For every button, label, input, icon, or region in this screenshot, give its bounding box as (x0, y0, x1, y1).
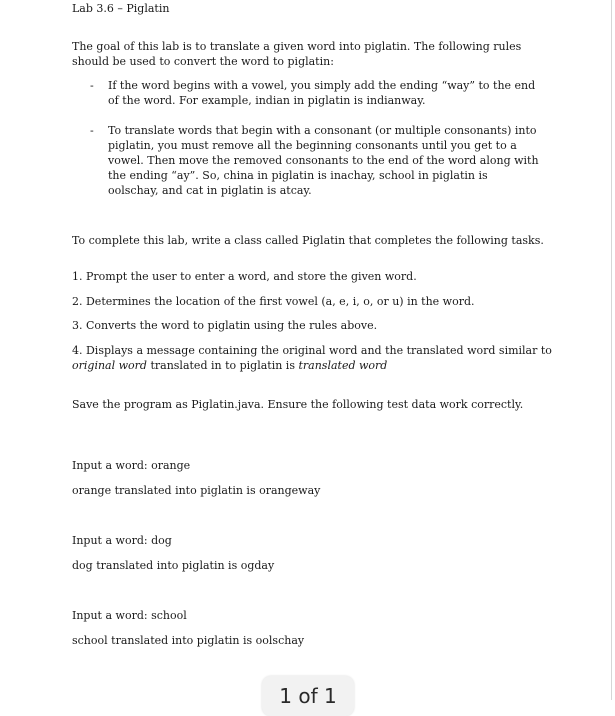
rule-consonant-text: To translate words that begin with a consonant (or multiple consonants) into piglatin, you must remove all the beginning consonants until you get to a vowel. Then move the removed consonants to the end of the word along with the ending “ay”. So, china in piglatin is inachay, school in piglatin is oolschay, and cat in piglatin is atcay. (108, 124, 539, 197)
task4-original-word: original word (72, 359, 147, 372)
save-instructions: Save the program as Piglatin.java. Ensure the following test data work correctly. (72, 398, 524, 411)
bullet-dash: - (90, 124, 94, 137)
example-output: orange translated into piglatin is orangeway (72, 484, 321, 497)
example-input: Input a word: orange (72, 459, 191, 472)
rule-vowel (90, 78, 540, 108)
bullet-dash: - (90, 79, 94, 92)
tasks-intro: To complete this lab, write a class called Piglatin that completes the following tasks. (72, 234, 544, 247)
task4-translated-word: translated word (298, 359, 388, 372)
example-input: Input a word: dog (72, 534, 172, 547)
rule-vowel-text: If the word begins with a vowel, you simply add the ending “way” to the end of the word. For example, indian in piglatin is indianway. (108, 79, 536, 107)
rule-consonant (90, 123, 540, 198)
task4-lead: 4. Displays a message containing the original word and the translated word similar to (72, 344, 552, 357)
page-counter: 1 of 1 (262, 676, 354, 716)
example-input: Input a word: school (72, 609, 187, 622)
task-item: 1. Prompt the user to enter a word, and store the given word. (72, 270, 417, 283)
example-output: school translated into piglatin is oolschay (72, 634, 305, 647)
example-output: dog translated into piglatin is ogday (72, 559, 275, 572)
lab-heading: Lab 3.6 – Piglatin (72, 2, 170, 15)
page-edge-divider (611, 0, 612, 700)
intro-paragraph: The goal of this lab is to translate a given word into piglatin. The following rules should be used to convert the word to piglatin: (72, 40, 522, 68)
task-item: 3. Converts the word to piglatin using the rules above. (72, 319, 378, 332)
task-item-4 (72, 343, 552, 373)
task-item: 2. Determines the location of the first vowel (a, e, i, o, or u) in the word. (72, 295, 475, 308)
task4-mid: translated in to piglatin is (146, 359, 299, 372)
